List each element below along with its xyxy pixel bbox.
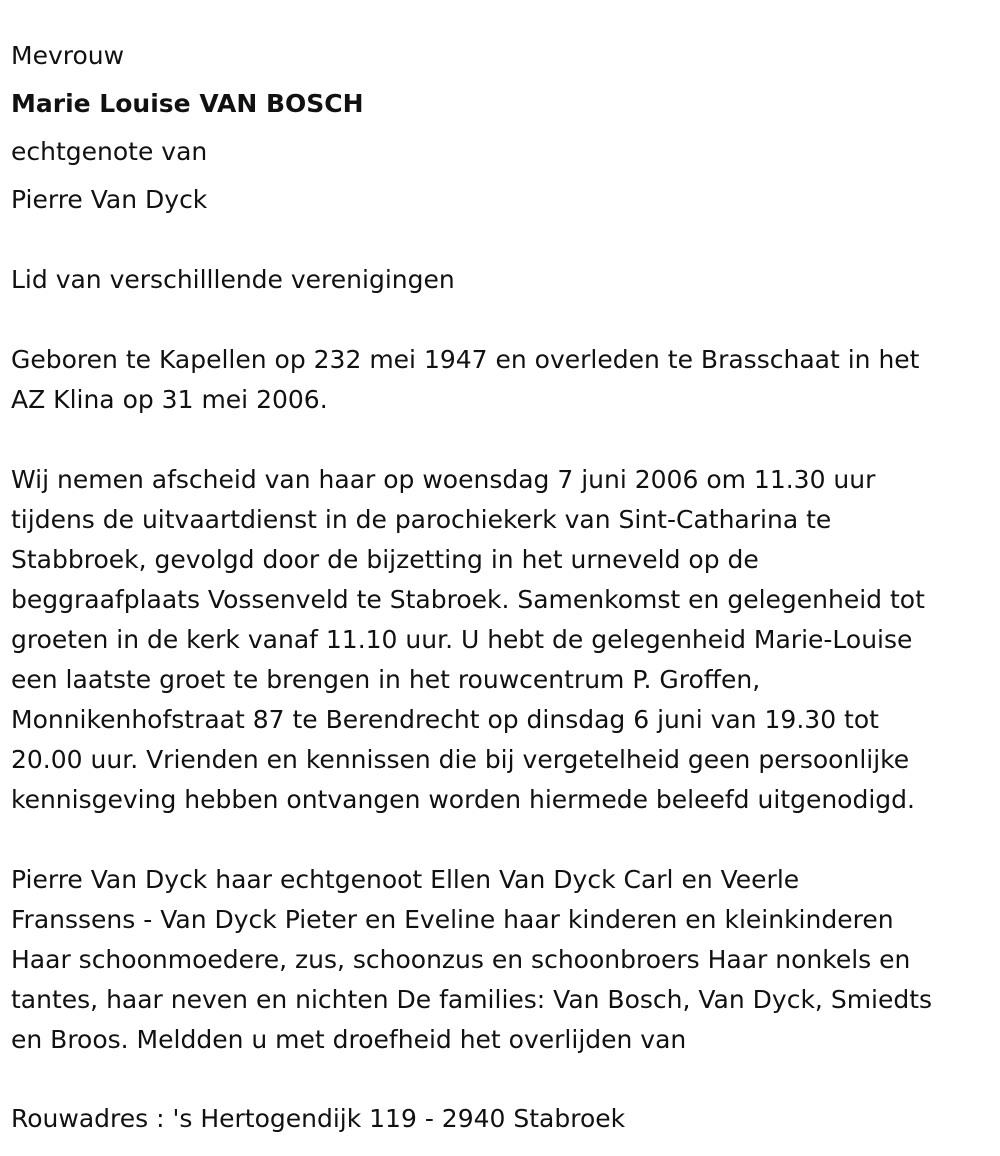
paragraph-line: Haar schoonmoedere, zus, schoonzus en schoonbroers Haar nonkels en xyxy=(11,945,911,974)
family-paragraph xyxy=(11,860,932,1060)
paragraph-line: groeten in de kerk vanaf 11.10 uur. U hebt de gelegenheid Marie-Louise xyxy=(11,625,913,654)
paragraph-line: Geboren te Kapellen op 232 mei 1947 en overleden te Brasschaat in het xyxy=(11,345,920,374)
paragraph-line: Pierre Van Dyck haar echtgenoot Ellen Van Dyck Carl en Veerle xyxy=(11,865,800,894)
paragraph-line: Monnikenhofstraat 87 te Berendrecht op dinsdag 6 juni van 19.30 tot xyxy=(11,705,879,734)
paragraph-line: tijdens de uitvaartdienst in de parochiekerk van Sint-Catharina te xyxy=(11,505,832,534)
paragraph-line: een laatste groet te brengen in het rouwcentrum P. Groffen, xyxy=(11,665,761,694)
relation-text: echtgenote van xyxy=(11,137,208,166)
paragraph-line: Stabbroek, gevolgd door de bijzetting in het urneveld op de xyxy=(11,545,759,574)
paragraph-line: AZ Klina op 31 mei 2006. xyxy=(11,385,328,414)
deceased-name: Marie Louise VAN BOSCH xyxy=(11,89,364,118)
paragraph-line: Wij nemen afscheid van haar op woensdag 7 juni 2006 om 11.30 uur xyxy=(11,465,876,494)
mourning-address: Rouwadres : 's Hertogendijk 119 - 2940 Stabroek xyxy=(11,1104,626,1133)
paragraph-line: Franssens - Van Dyck Pieter en Eveline haar kinderen en kleinkinderen xyxy=(11,905,894,934)
salutation: Mevrouw xyxy=(11,41,125,70)
paragraph-line: tantes, haar neven en nichten De families: Van Bosch, Van Dyck, Smiedts xyxy=(11,985,933,1014)
paragraph-line: beggraafplaats Vossenveld te Stabroek. Samenkomst en gelegenheid tot xyxy=(11,585,925,614)
notice-header xyxy=(11,32,364,224)
paragraph-line: kennisgeving hebben ontvangen worden hiermede beleefd uitgenodigd. xyxy=(11,785,915,814)
paragraph-line: 20.00 uur. Vrienden en kennissen die bij vergetelheid geen persoonlijke xyxy=(11,745,910,774)
birth-death-paragraph xyxy=(11,340,919,420)
membership-text: Lid van verschilllende verenigingen xyxy=(11,265,455,294)
ceremony-paragraph xyxy=(11,460,925,820)
spouse-name: Pierre Van Dyck xyxy=(11,185,208,214)
paragraph-line: en Broos. Meldden u met droefheid het overlijden van xyxy=(11,1025,687,1054)
